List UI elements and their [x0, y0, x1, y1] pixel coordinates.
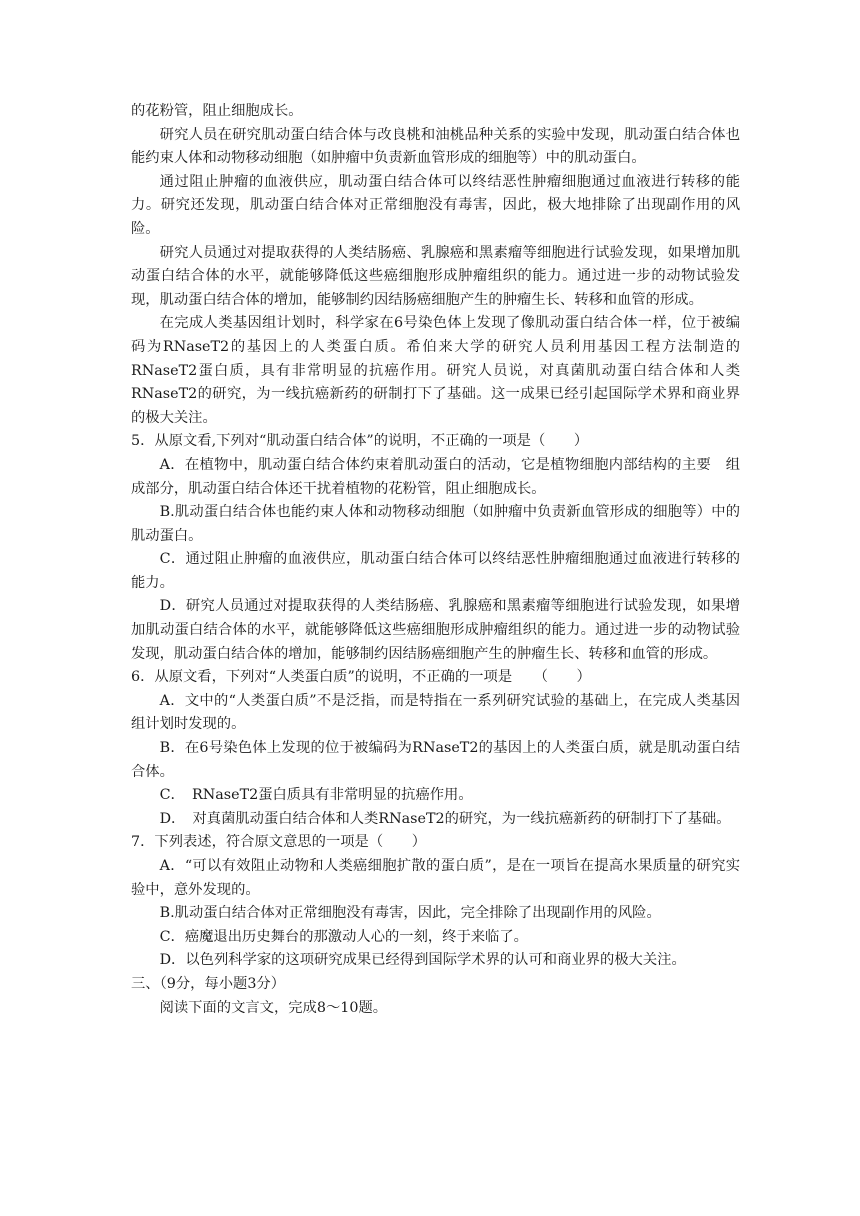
- passage-paragraph: 的花粉管，阻止细胞成长。: [131, 103, 303, 119]
- question-5-option-b: B.肌动蛋白结合体也能约束人体和动物移动细胞（如肿瘤中负责新血管形成的细胞等）中的肌动蛋白。: [131, 504, 740, 544]
- question-6-title: 6．从原文看，下列对“人类蛋白质”的说明，不正确的一项是 （ ）: [131, 669, 591, 686]
- question-5-option-c: C．通过阻止肿瘤的血液供应，肌动蛋白结合体可以终结恶性肿瘤细胞通过血液进行转移的能力。: [131, 551, 740, 591]
- question-6-option-c: C． RNaseT2蛋白质具有非常明显的抗癌作用。: [159, 787, 473, 804]
- question-7-option-b: B.肌动蛋白结合体对正常细胞没有毒害，因此，完全排除了出现副作用的风险。: [159, 905, 661, 922]
- question-6-option-b: B．在6号染色体上发现的位于被编码为RNaseT2的基因上的人类蛋白质，就是肌动蛋白结合体。: [131, 740, 740, 780]
- passage-paragraph: 研究人员在研究肌动蛋白结合体与改良桃和油桃品种关系的实验中发现，肌动蛋白结合体也能约束人体和动物移动细胞（如肿瘤中负责新血管形成的细胞等）中的肌动蛋白。: [131, 126, 740, 167]
- question-7-option-d: D．以色列科学家的这项研究成果已经得到国际学术界的认可和商业界的极大关注。: [159, 952, 686, 969]
- passage-paragraph: 通过阻止肿瘤的血液供应，肌动蛋白结合体可以终结恶性肿瘤细胞通过血液进行转移的能力。研究还发现，肌动蛋白结合体对正常细胞没有毒害，因此，极大地排除了出现副作用的风险。: [131, 173, 740, 237]
- question-5-title: 5．从原文看,下列对“肌动蛋白结合体”的说明，不正确的一项是（ ）: [131, 433, 589, 450]
- section-3-instruction: 阅读下面的文言文，完成8～10题。: [159, 999, 388, 1016]
- passage-paragraph: 研究人员通过对提取获得的人类结肠癌、乳腺癌和黑素瘤等细胞进行试验发现，如果增加肌动蛋白结合体的水平，就能够降低这些癌细胞形成肿瘤组织的能力。通过进一步的动物试验发现，肌动蛋白结合体的增加，能够制约因结肠癌细胞产生的肿瘤生长、转移和血管的形成。: [131, 244, 740, 308]
- question-7-option-c: C．癌魔退出历史舞台的那激动人心的一刻，终于来临了。: [159, 928, 528, 945]
- question-6-option-d: D． 对真菌肌动蛋白结合体和人类RNaseT2的研究，为一线抗癌新药的研制打下了基础。: [159, 810, 731, 827]
- question-5-option-a: A．在植物中，肌动蛋白结合体约束着肌动蛋白的活动，它是植物细胞内部结构的主要 组成部分，肌动蛋白结合体还干扰着植物的花粉管，阻止细胞成长。: [131, 456, 740, 497]
- question-7-title: 7．下列表述，符合原文意思的一项是（ ）: [131, 834, 427, 851]
- question-6-option-a: A．文中的“人类蛋白质”不是泛指，而是特指在一系列研究试验的基础上，在完成人类基因组计划时发现的。: [131, 692, 740, 733]
- section-3-heading: 三、（9分，每小题3分）: [131, 975, 286, 992]
- question-5-option-d: D．研究人员通过对提取获得的人类结肠癌、乳腺癌和黑素瘤等细胞进行试验发现，如果增加肌动蛋白结合体的水平，就能够降低这些癌细胞形成肿瘤组织的能力。通过进一步的动物试验发现，肌动蛋白结合体的增加，能够制约因结肠癌细胞产生的肿瘤生长、转移和血管的形成。: [131, 598, 740, 662]
- question-7-option-a: A．“可以有效阻止动物和人类癌细胞扩散的蛋白质”，是在一项旨在提高水果质量的研究实验中，意外发现的。: [131, 858, 740, 898]
- passage-paragraph: 在完成人类基因组计划时，科学家在6号染色体上发现了像肌动蛋白结合体一样，位于被编码为RNaseT2的基因上的人类蛋白质。希伯来大学的研究人员利用基因工程方法制造的RNaseT2蛋白质，具有非常明显的抗癌作用。研究人员说，对真菌肌动蛋白结合体和人类RNaseT2的研究，为一线抗癌新药的研制打下了基础。这一成果已经引起国际学术界和商业界的极大关注。: [131, 315, 740, 426]
